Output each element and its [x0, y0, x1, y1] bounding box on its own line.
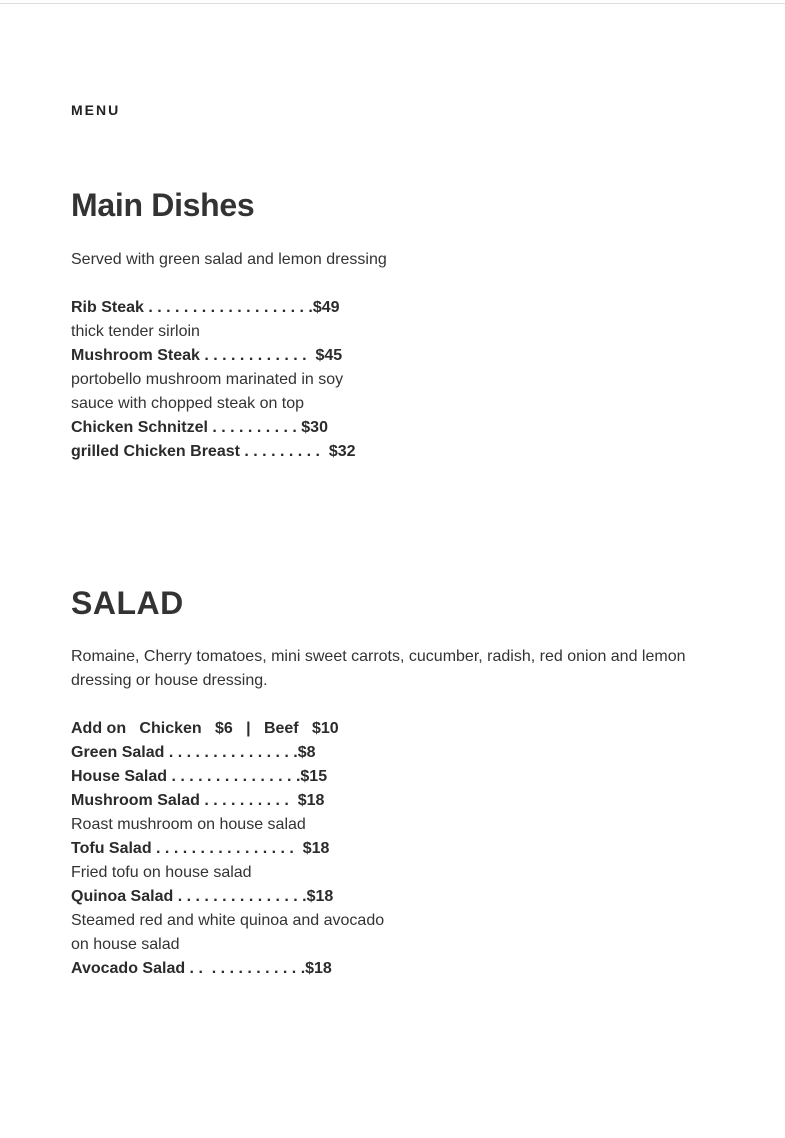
menu-item-line: Add on Chicken $6 | Beef $10 — [71, 720, 339, 737]
menu-item-line: Tofu Salad . . . . . . . . . . . . . . . . $18 — [71, 840, 330, 857]
main-dishes-intro: Served with green salad and lemon dressing — [71, 251, 387, 268]
menu-item-line: Fried tofu on house salad — [71, 864, 252, 881]
salad-title: SALAD — [71, 585, 184, 621]
top-divider — [0, 3, 785, 4]
menu-item-line: Rib Steak . . . . . . . . . . . . . . . . . . .$49 — [71, 299, 340, 316]
menu-item-line: on house salad — [71, 936, 180, 953]
menu-item-line: House Salad . . . . . . . . . . . . . . .$15 — [71, 768, 328, 785]
menu-item-line: Mushroom Salad . . . . . . . . . . $18 — [71, 792, 325, 809]
menu-label: MENU — [71, 102, 121, 118]
menu-item-line: Quinoa Salad . . . . . . . . . . . . . . .$18 — [71, 888, 334, 905]
menu-item-line: grilled Chicken Breast . . . . . . . . . $32 — [71, 443, 356, 460]
salad-intro: Romaine, Cherry tomatoes, mini sweet carrots, cucumber, radish, red onion and lemon dressing or house dressing. — [71, 648, 686, 689]
menu-item-line: Green Salad . . . . . . . . . . . . . . .$8 — [71, 744, 316, 761]
menu-item-line: thick tender sirloin — [71, 323, 200, 340]
menu-item-line: Avocado Salad . . . . . . . . . . . . .$18 — [71, 960, 332, 977]
main-dishes-title: Main Dishes — [71, 187, 255, 223]
menu-item-line: portobello mushroom marinated in soy — [71, 371, 344, 388]
main-dishes-section — [71, 184, 731, 464]
menu-item-line: Mushroom Steak . . . . . . . . . . . . $45 — [71, 347, 343, 364]
menu-item-line: Roast mushroom on house salad — [71, 816, 306, 833]
menu-item-line: Steamed red and white quinoa and avocado — [71, 912, 385, 929]
menu-item-line: sauce with chopped steak on top — [71, 395, 305, 412]
main-dishes-items — [71, 296, 731, 464]
salad-section — [71, 582, 731, 981]
salad-items — [71, 717, 731, 981]
menu-item-line: Chicken Schnitzel . . . . . . . . . . $30 — [71, 419, 328, 436]
